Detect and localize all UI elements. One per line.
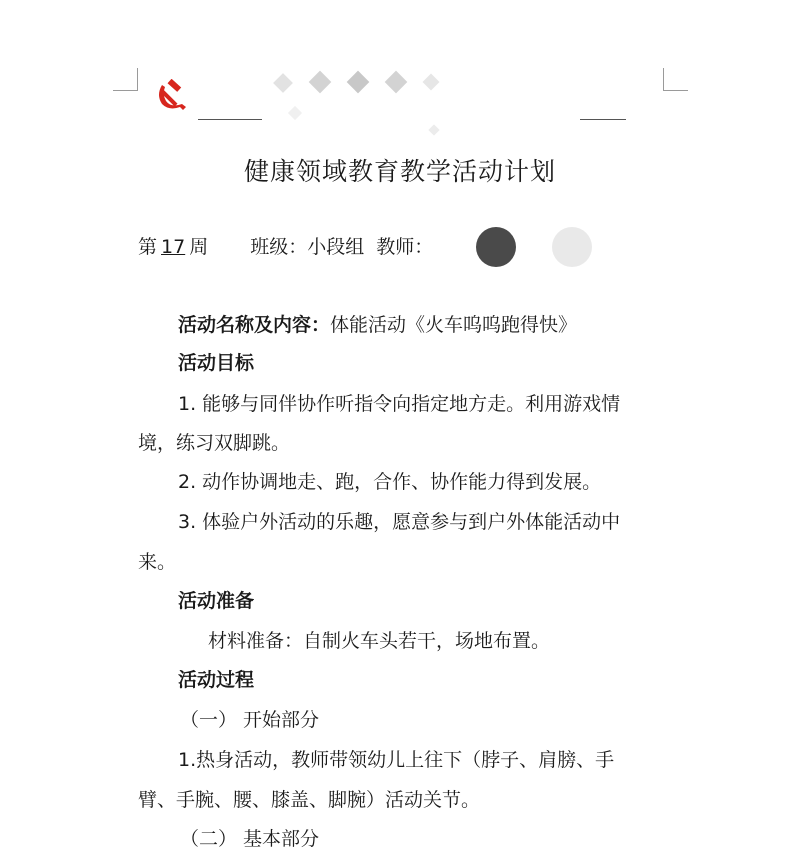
teacher-avatar-redacted <box>476 227 516 267</box>
redacted-header-text <box>270 66 460 146</box>
header-rule-right <box>580 119 626 120</box>
margin-corner-top-right <box>663 68 688 91</box>
goals-heading: 活动目标 <box>178 352 255 374</box>
week-number: 17 <box>161 236 186 258</box>
teacher-avatar-redacted-light <box>552 227 592 267</box>
activity-name-line <box>178 310 577 337</box>
teacher-label: 教师： <box>376 236 434 258</box>
prep-heading: 活动准备 <box>178 590 255 612</box>
week-prefix: 第 <box>138 236 158 258</box>
week-suffix: 周 <box>189 236 209 258</box>
part-1-heading: （一） 开始部分 <box>180 709 320 731</box>
part-2-heading: （二） 基本部分 <box>180 828 320 850</box>
process-heading: 活动过程 <box>178 669 255 691</box>
goal-2: 2. 动作协调地走、跑，合作、协作能力得到发展。 <box>178 471 602 493</box>
goal-1-line-1: 1. 能够与同伴协作听指令向指定地方走。利用游戏情 <box>178 393 621 415</box>
activity-name-label: 活动名称及内容： <box>178 314 331 336</box>
step-1-line-2: 臂、手腕、腰、膝盖、脚腕）活动关节。 <box>138 789 481 811</box>
meta-line <box>138 232 433 259</box>
prep-text: 材料准备：自制火车头若干，场地布置。 <box>208 630 551 652</box>
activity-name-value: 体能活动《火车呜呜跑得快》 <box>330 314 578 336</box>
goal-1-line-2: 境，练习双脚跳。 <box>138 432 291 454</box>
margin-corner-top-left <box>113 68 138 91</box>
step-1-line-1: 1.热身活动，教师带领幼儿上往下（脖子、肩膀、手 <box>178 749 615 771</box>
goal-3-line-2: 来。 <box>138 551 177 573</box>
class-label: 班级：小段组 <box>250 236 365 258</box>
document-title: 健康领域教育教学活动计划 <box>243 157 556 186</box>
header-rule-left <box>198 119 262 120</box>
goal-3-line-1: 3. 体验户外活动的乐趣，愿意参与到户外体能活动中 <box>178 511 621 533</box>
hammer-and-sickle-icon <box>154 79 190 113</box>
